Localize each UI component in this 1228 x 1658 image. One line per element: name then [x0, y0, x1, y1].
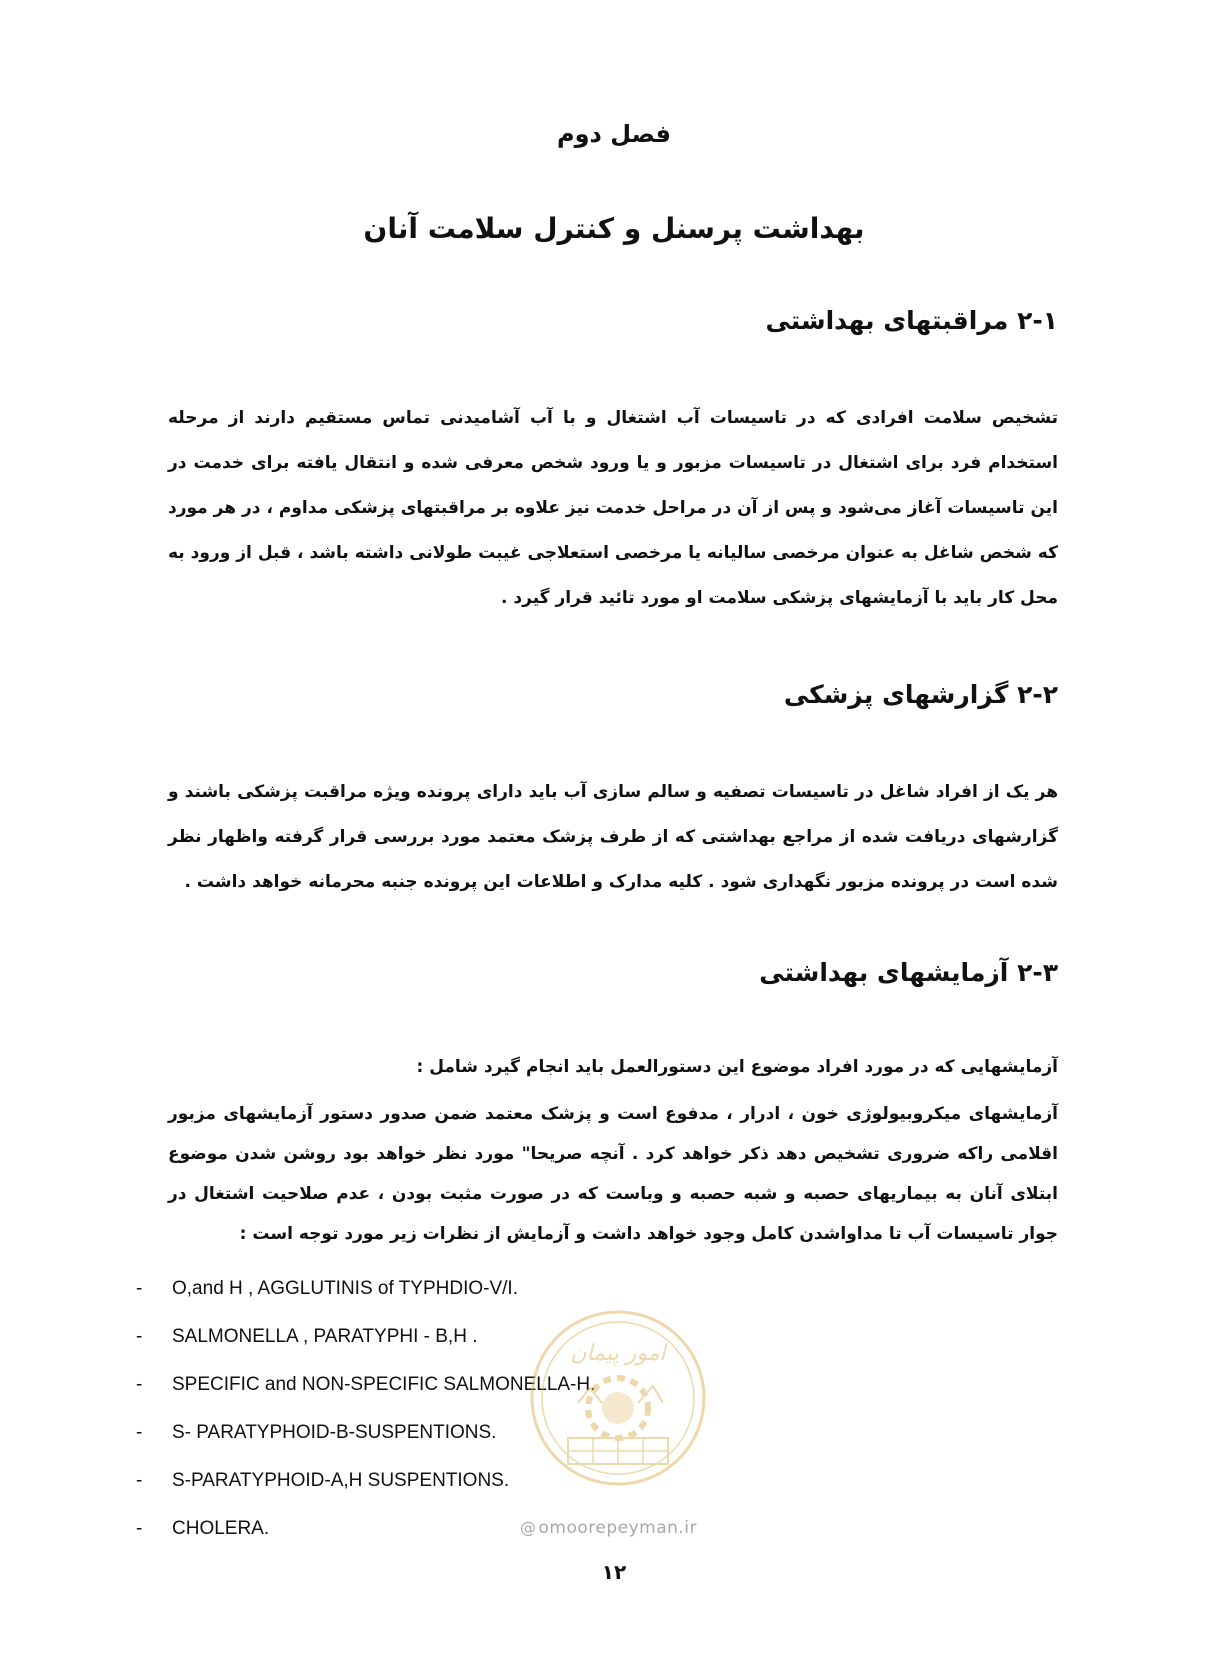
- list-item: [136, 1278, 595, 1326]
- list-item: [136, 1326, 595, 1374]
- watermark-url-text: omoorepeyman.ir: [538, 1518, 698, 1538]
- section-paragraph-health-tests: آزمایشهای میکروبیولوژی خون ، ادرار ، مدفوع است و پزشک معتمد ضمن صدور دستور آزمایشهای مزبور اقلامی راکه ضروری تشخیص دهد ذکر خواهد کرد . آنچه صریحا" مورد نظر خواهد بود روشن شدن موضوع ابتلای آنان به بیماریهای حصبه و شبه حصبه و وباست که در صورت مثبت بودن ، عدم صلاحیت اشتغال در جوار تاسیسات آب تا مداواشدن کامل وجود خواهد داشت و آزمایش از نظرات زیر مورد توجه است :: [168, 1104, 1058, 1244]
- section-paragraph-health-care: تشخیص سلامت افرادی که در تاسیسات آب اشتغال و با آب آشامیدنی تماس مستقیم دارند از مرحله استخدام فرد برای اشتغال در تاسیسات مزبور و یا ورود شخص معرفی شده و انتقال یافته برای خدمت در این تاسیسات آغاز می‌شود و پس از آن در مراحل خدمت نیز علاوه بر مراقبتهای پزشکی مداوم ، در هر مورد که شخص شاغل به عنوان مرخصی سالیانه یا مرخصی استعلاجی غیبت طولانی داشته باشد ، قبل از ورود به محل کار باید با آزمایشهای پزشکی سلامت او مورد تائید قرار گیرد .: [168, 408, 1058, 608]
- test-name: SPECIFIC and NON-SPECIFIC SALMONELLA-H.: [172, 1374, 596, 1395]
- list-item: [136, 1374, 595, 1422]
- chapter-label: فصل دوم: [557, 120, 671, 148]
- page-number: ۱۲: [601, 1560, 627, 1584]
- test-name: SALMONELLA , PARATYPHI - B,H .: [172, 1326, 478, 1347]
- bullet-dash: -: [136, 1518, 143, 1539]
- section-heading-health-tests: ۲-۳ آزمایشهای بهداشتی: [759, 958, 1058, 987]
- watermark-url: [520, 1518, 697, 1538]
- list-item: [136, 1422, 595, 1470]
- test-name: CHOLERA.: [172, 1518, 270, 1539]
- test-name: O,and H , AGGLUTINIS of TYPHDIO-V/I.: [172, 1278, 518, 1299]
- bullet-dash: -: [136, 1278, 143, 1299]
- bullet-dash: -: [136, 1326, 143, 1347]
- section-heading-medical-reports: ۲-۲ گزارشهای پزشکی: [783, 680, 1058, 709]
- bullet-dash: -: [136, 1470, 143, 1491]
- chapter-title: بهداشت پرسنل و کنترل سلامت آنان: [363, 212, 865, 245]
- section-paragraph-medical-reports: هر یک از افراد شاغل در تاسیسات تصفیه و سالم سازی آب باید دارای پرونده ویژه مراقبت پزشکی باشند و گزارشهای دریافت شده از مراجع بهداشتی که از طرف پزشک معتمد مورد بررسی قرار گرفته واظهار نظر شده است در پرونده مزبور نگهداری شود . کلیه مدارک و اطلاعات این پرونده جنبه محرمانه خواهد داشت .: [168, 782, 1058, 892]
- list-item: [136, 1470, 595, 1518]
- bullet-dash: -: [136, 1374, 143, 1395]
- section-heading-health-care: ۲-۱ مراقبتهای بهداشتی: [765, 306, 1058, 335]
- at-sign-icon: @: [520, 1518, 537, 1537]
- test-name: S- PARATYPHOID-B-SUSPENTIONS.: [172, 1422, 497, 1443]
- test-name: S-PARATYPHOID-A,H SUSPENTIONS.: [172, 1470, 510, 1491]
- bullet-dash: -: [136, 1422, 143, 1443]
- watermark-logo-text: امور پیمان: [570, 1341, 666, 1366]
- section-intro-health-tests: آزمایشهایی که در مورد افراد موضوع این دستورالعمل باید انجام گیرد شامل :: [416, 1057, 1058, 1077]
